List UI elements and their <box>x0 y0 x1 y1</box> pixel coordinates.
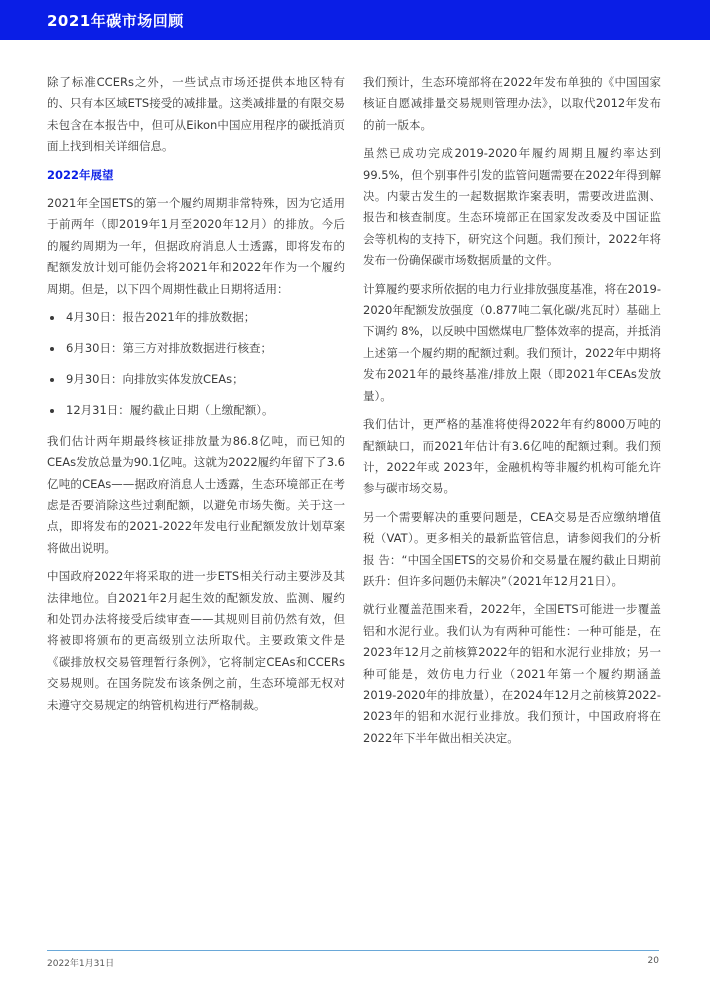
bullet-icon <box>50 409 54 413</box>
paragraph: 我们预计，生态环境部将在2022年发布单独的《中国国家核证自愿减排量交易规则管理办法》，以取代2012年发布的前一版本。 <box>363 75 661 132</box>
paragraph: 我们估计，更严格的基准将使得2022年有约8000万吨的配额缺口，而2021年估计有3.6亿吨的配额过剩。我们预计，2022年或 2023年，金融机构等非履约机构可能允许参与碳市场交易。 <box>363 417 661 496</box>
paragraph: 除了标准CCERs之外，一些试点市场还提供本地区特有的、只有本区域ETS接受的减排量。这类减排量的有限交易未包含在本报告中，但可从Eikon中国应用程序的碳抵消页面上找到相关详细信息。 <box>47 75 345 154</box>
list-item-text: 9月30日：向排放实体发放CEAs； <box>66 371 244 386</box>
paragraph: 计算履约要求所依据的电力行业排放强度基准，将在2019-2020年配额发放强度（0.877吨二氧化碳/兆瓦时）基础上下调约 8%，以反映中国燃煤电厂整体效率的提高，并抵消上述第一个履约期的配额过剩。我们预计，2022年中期将发布2021年的最终基准/排放上限（即2021年CEAs发放量）。 <box>363 281 661 403</box>
paragraph: 我们估计两年期最终核证排放量为86.8亿吨，而已知的CEAs发放总量为90.1亿吨。这就为2022履约年留下了3.6亿吨的CEAs——据政府消息人士透露，生态环境部正在考虑是否要消除这些过剩配额，以避免市场失衡。关于这一点，即将发布的2021-2022年发电行业配额发放计划草案将做出说明。 <box>47 433 345 555</box>
header-bar <box>0 0 710 40</box>
paragraph: 虽然已成功完成2019-2020年履约周期且履约率达到99.5%，但个别事件引发的监管问题需要在2022年得到解决。内蒙古发生的一起数据欺诈案表明，需要改进监测、报告和核查制度。生态环境部正在国家发改委及中国证监会等机构的支持下，研究这个问题。我们预计，2022年将发布一份确保碳市场数据质量的文件。 <box>363 146 661 268</box>
list-item-text: 12月31日：履约截止日期（上缴配额）。 <box>66 402 274 417</box>
list-item <box>47 400 345 421</box>
page-title: 2021年碳市场回顾 <box>47 12 184 30</box>
paragraph: 另一个需要解决的重要问题是，CEA交易是否应缴纳增值税（VAT）。更多相关的最新监管信息，请参阅我们的分析报 告：“中国全国ETS的交易价和交易量在履约截止日期前跃升：但许多问题仍未解决”（2021年12月21日）。 <box>363 509 661 588</box>
paragraph: 中国政府2022年将采取的进一步ETS相关行动主要涉及其法律地位。自2021年2月起生效的配额发放、监测、履约和处罚办法将接受后续审查——其规则目前仍然有效，但将被即将颁布的更高级别立法所取代。主要政策文件是《碳排放权交易管理暂行条例》，它将制定CEAs和CCERs交易规则。在国务院发布该条例之前，生态环境部无权对未遵守交易规定的纳管机构进行严格制裁。 <box>47 569 345 712</box>
deadline-list <box>47 307 345 421</box>
bullet-icon <box>50 347 54 351</box>
paragraph: 就行业覆盖范围来看，2022年，全国ETS可能进一步覆盖铝和水泥行业。我们认为有两种可能性：一种可能是，在2023年12月之前核算2022年的铝和水泥行业排放；另一种可能是，效仿电力行业（2021年第一个履约期涵盖2019-2020年的排放量），在2024年12月之前核算2022-2023年的铝和水泥行业排放。我们预计，中国政府将在2022年下半年做出相关决定。 <box>363 602 661 745</box>
section-heading: 2022年展望 <box>47 167 114 182</box>
list-item <box>47 307 345 328</box>
footer-date: 2022年1月31日 <box>47 959 115 969</box>
list-item-text: 4月30日：报告2021年的排放数据； <box>66 310 256 325</box>
left-column <box>47 72 345 723</box>
list-item-text: 6月30日：第三方对排放数据进行核查； <box>66 340 272 355</box>
footer-divider <box>47 950 659 951</box>
list-item <box>47 369 345 390</box>
paragraph: 2021年全国ETS的第一个履约周期非常特殊，因为它适用于前两年（即2019年1月至2020年12月）的排放。今后的履约周期为一年，但据政府消息人士透露，即将发布的配额发放计划可能仍会将2021年和2022年作为一个履约周期。但是，以下四个周期性截止日期将适用： <box>47 196 345 296</box>
page-number: 20 <box>647 956 659 966</box>
bullet-icon <box>50 378 54 382</box>
list-item <box>47 338 345 359</box>
bullet-icon <box>50 316 54 320</box>
right-column <box>363 72 661 756</box>
